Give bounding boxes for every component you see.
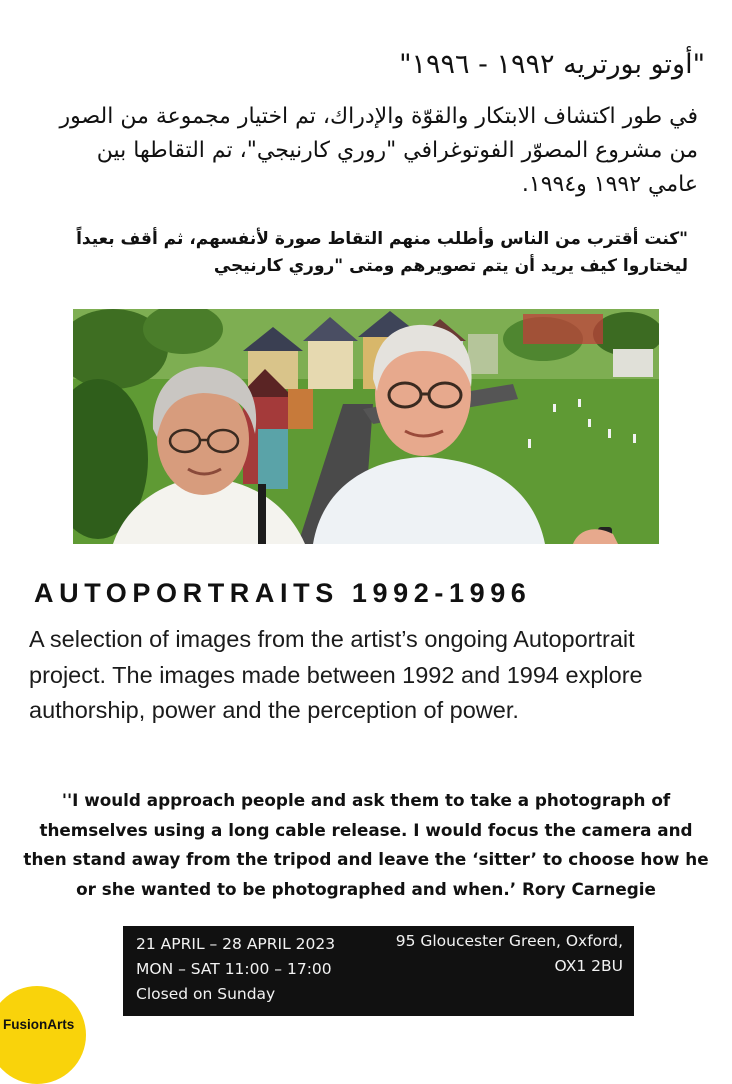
english-intro: A selection of images from the artist’s ongoing Autoportrait project. The images made between 1992 and 1994 explore authorship, power and the perception of power. xyxy=(29,626,643,723)
english-quote: ''I would approach people and ask them to take a photograph of themselves using a long cable release. I would focus the camera and then stand away from the tripod and leave the ‘sitter’ to choose how he or she wanted to be photographed and when.’ Rory Carnegie xyxy=(23,790,709,899)
address-line-1: 95 Gloucester Green, Oxford, xyxy=(395,932,623,950)
fusionarts-logo xyxy=(0,986,86,1084)
portrait-photo xyxy=(73,309,659,544)
closed-day: Closed on Sunday xyxy=(136,985,276,1003)
arabic-intro: في طور اكتشاف الابتكار والقوّة والإدراك، تم اختيار مجموعة من الصور من مشروع المصوّر الفوتوغرافي "روري كارنيجي"، تم التقاطها بين عامي ١٩٩٢ و١٩٩٤. xyxy=(59,104,698,197)
logo-text: FusionArts xyxy=(3,1017,75,1032)
event-info-box xyxy=(123,926,634,1016)
english-title: AUTOPORTRAITS 1992-1996 xyxy=(34,578,532,608)
arabic-title: "أوتو بورتريه ١٩٩٢ - ١٩٩٦" xyxy=(399,49,705,80)
venue-address xyxy=(363,929,623,979)
event-dates: 21 APRIL – 28 APRIL 2023 xyxy=(136,935,336,953)
event-schedule xyxy=(136,932,335,1007)
address-line-2: OX1 2BU xyxy=(554,957,623,975)
arabic-quote: "كنت أقترب من الناس وأطلب منهم التقاط صورة لأنفسهم، ثم أقف بعيداً ليختاروا كيف يريد أن يتم تصويرهم ومتى "روري كارنيجي xyxy=(76,229,688,276)
opening-hours: MON – SAT 11:00 – 17:00 xyxy=(136,960,332,978)
